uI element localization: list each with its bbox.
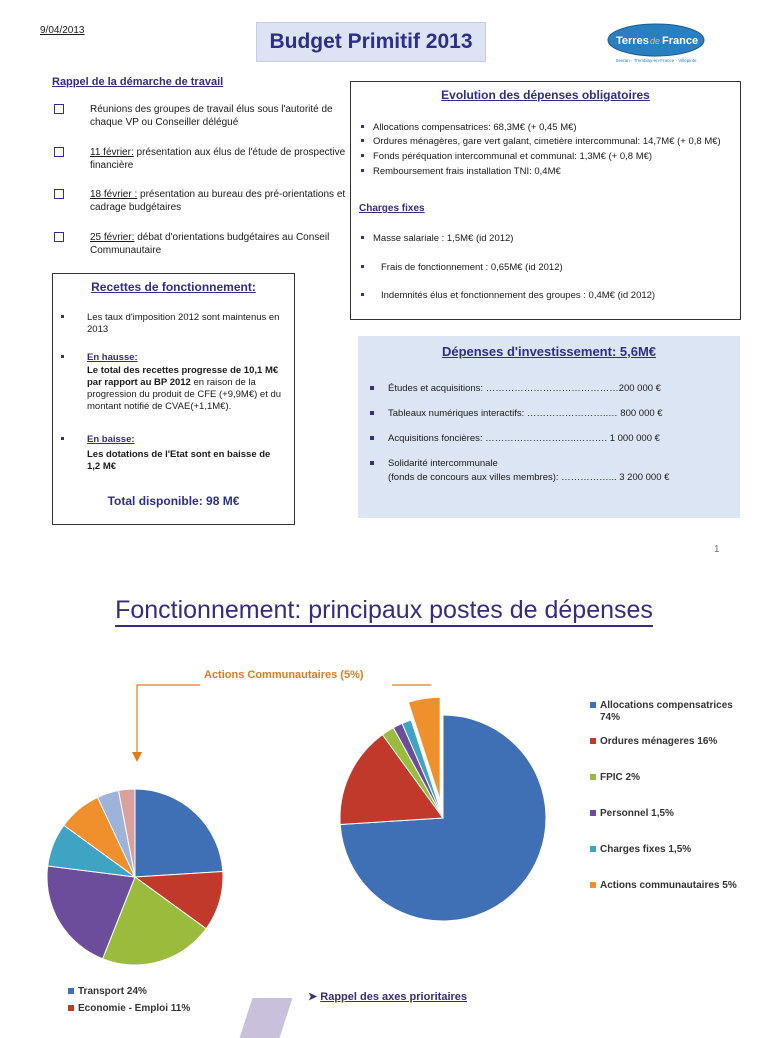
- main-pie-slice-1: [340, 735, 443, 825]
- legend-swatch: [590, 810, 596, 816]
- rappel-step: [54, 146, 354, 174]
- evolution-title: Evolution des dépenses obligatoires: [441, 88, 650, 102]
- arrow-right-icon: ➤: [308, 991, 321, 1003]
- legend-label: Ordures ménageres 16%: [600, 736, 718, 747]
- rappel-step: [54, 231, 354, 259]
- checkbox-icon: [54, 104, 64, 114]
- legend-label: Personnel 1,5%: [600, 808, 674, 819]
- legend-swatch: [590, 702, 596, 708]
- evolution-panel: Evolution des dépenses obligatoires Allocations compensatrices: 68,3M€ (+ 0,45 M€) Ordures ménagères, gare vert galant, cimetière intercommunal: 14,7M€ (+ 0,8 M€) Fonds péréquation intercommunal et communal: 1,3M€ (+ 0,8 M€) Remboursement frais installation TNI: 0,4M€ Charges fixes Masse salariale : 1,5M€ (id 2012) Frais de fonctionnement : 0,65M€ (id 2012) Indemnités élus et fonctionnement des groupes : 0,4M€ (id 2012): [350, 81, 741, 320]
- step-date: 11 février:: [90, 147, 134, 158]
- checkbox-icon: [54, 232, 64, 242]
- small-pie-slice-3: [47, 866, 135, 959]
- bullet-icon: [61, 355, 64, 358]
- step-text: Réunions des groupes de travail élus sous l'autorité de chaque VP ou Conseiller délégué: [90, 104, 333, 128]
- main-pie-slice-4: [402, 720, 443, 818]
- legend-label: Charges fixes 1,5%: [600, 844, 692, 855]
- svg-text:Terres: Terres: [616, 35, 649, 47]
- step-text: présentation au bureau des pré-orientations et cadrage budgétaires: [90, 189, 346, 213]
- small-pie-slice-7: [119, 789, 135, 877]
- section-title: Fonctionnement: principaux postes de dépenses: [0, 596, 768, 625]
- rappel-step: [54, 188, 354, 216]
- svg-text:Sevran - Tremblay-en-France -: Sevran - Tremblay-en-France - Villepinte: [615, 58, 697, 63]
- page-title: Budget Primitif 2013: [269, 30, 473, 53]
- svg-text:France: France: [662, 35, 699, 47]
- recettes-total: Total disponible: 98 M€: [107, 494, 240, 508]
- small-pie-slice-4: [48, 825, 135, 877]
- legend-swatch: [590, 846, 596, 852]
- legend-swatch: [590, 774, 596, 780]
- bullet-icon: [61, 437, 64, 440]
- checkbox-icon: [54, 189, 64, 199]
- small-pie-slice-6: [98, 791, 135, 877]
- bullet-icon: [61, 315, 64, 318]
- rappel-heading: Rappel de la démarche de travail: [52, 76, 224, 88]
- legend-swatch: [590, 882, 596, 888]
- legend-label: Transport 24%: [78, 986, 147, 997]
- small-pie-legend: [68, 986, 268, 1024]
- main-pie-slice-3: [393, 723, 443, 818]
- svg-text:de: de: [650, 36, 661, 46]
- main-pie-slice-5: [408, 697, 440, 800]
- charges-fixes-heading: Charges fixes: [359, 203, 425, 214]
- page-title-box: [256, 22, 486, 62]
- step-text: débat d'orientations budgétaires au Conseil Communautaire: [90, 232, 330, 256]
- small-pie-slice-2: [103, 877, 207, 965]
- legend-swatch: [590, 738, 596, 744]
- legend-swatch: [68, 988, 74, 994]
- small-pie-slice-1: [135, 871, 223, 928]
- small-pie-slice-0: [135, 789, 223, 877]
- investissement-panel: Dépenses d'investissement: 5,6M€ Études et acquisitions: ……………………………………200 000 € Tableaux numériques interactifs: ……………………..… 800 000 € Acquisitions foncières: ………………………..………. 1 000 000 € Solidarité intercommunale (fonds de concours aux villes membres): ……………... 3 200 000 €: [358, 336, 740, 518]
- callout-label: Actions Communautaires (5%): [204, 669, 364, 681]
- checkbox-icon: [54, 147, 64, 157]
- legend-label: Economie - Emploi 11%: [78, 1003, 191, 1014]
- terres-de-france-logo: [606, 22, 706, 66]
- step-date: 18 février :: [90, 189, 138, 200]
- legend-label: Allocations compensatrices 74%: [600, 700, 733, 723]
- document-date: 9/04/2013: [40, 25, 85, 36]
- step-text: présentation aux élus de l'étude de prospective financière: [90, 147, 346, 171]
- legend-label: Actions communautaires 5%: [600, 880, 737, 891]
- rappel-axes: ➤ Rappel des axes prioritaires: [308, 991, 468, 1003]
- recettes-panel: Recettes de fonctionnement: Les taux d'imposition 2012 sont maintenus en 2013 En hausse: Le total des recettes progresse de 10,1 M€ par rapport au BP 2012 en raison de la progression du produit de CFE (+9,9M€) et du montant notifié de CVAE(+1,1M€). En baisse: Les dotations de l'Etat sont en baisse de 1,2 M€ Total disponible: 98 M€: [52, 273, 295, 525]
- small-pie-slice-5: [64, 797, 135, 877]
- main-pie-slice-0: [340, 715, 546, 921]
- legend-label: FPIC 2%: [600, 772, 641, 783]
- step-date: 25 février:: [90, 232, 135, 243]
- main-pie-slice-2: [382, 728, 443, 818]
- pie-legend: [590, 700, 760, 920]
- rappel-step: [54, 103, 354, 131]
- page-number: 1: [714, 544, 720, 555]
- recettes-title: Recettes de fonctionnement:: [91, 280, 256, 294]
- legend-swatch: [68, 1005, 74, 1011]
- investissement-title: Dépenses d'investissement: 5,6M€: [441, 344, 657, 359]
